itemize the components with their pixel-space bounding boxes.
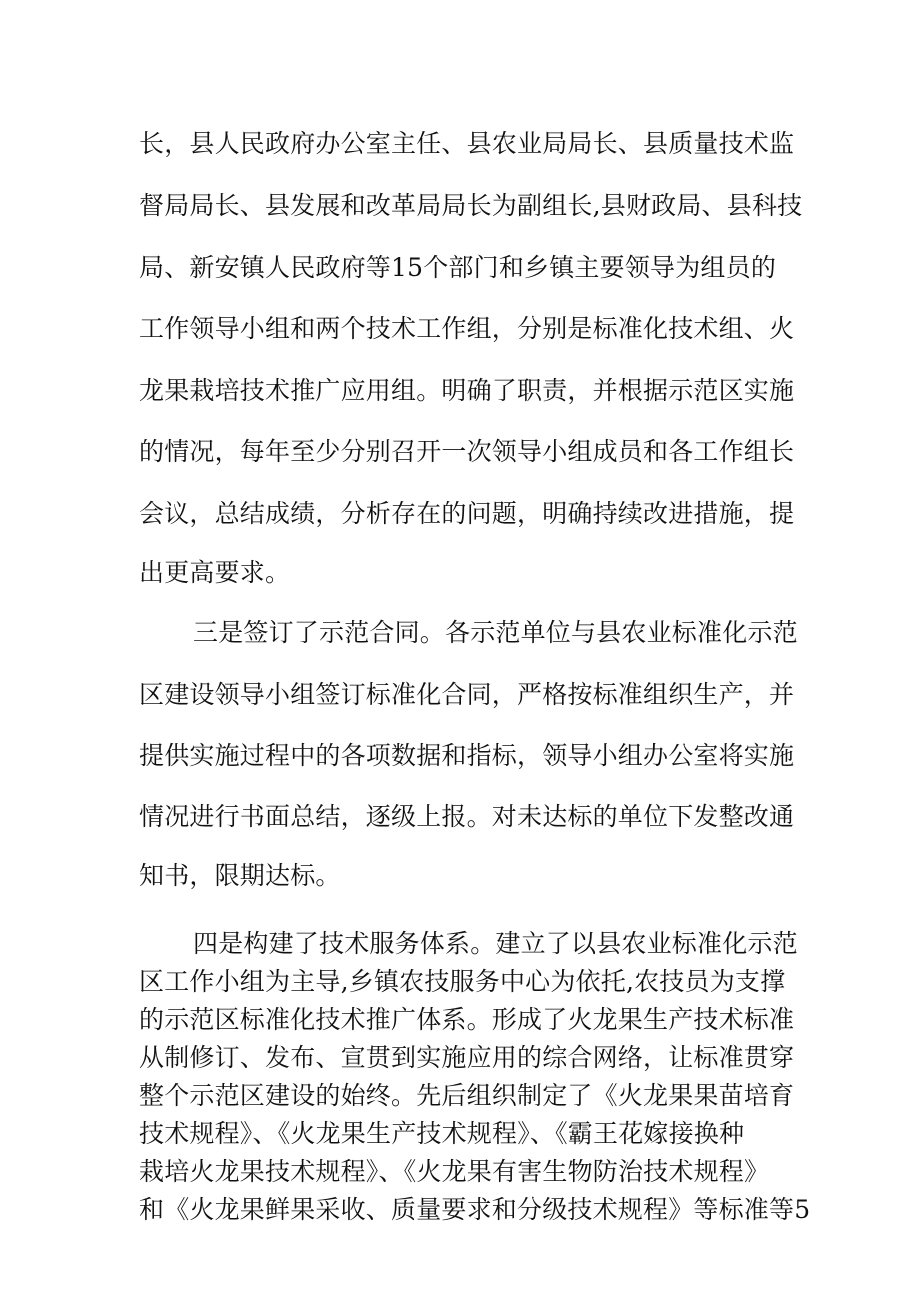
paragraph-1-line-3: 局、新安镇人民政府等15个部门和乡镇主要领导为组员的 <box>139 253 777 282</box>
paragraph-3-line-7: 栽培火龙果技术规程》、《火龙果有害生物防治技术规程》 <box>139 1157 770 1186</box>
paragraph-1-line-8: 出更高要求。 <box>139 558 291 587</box>
paragraph-3-line-2: 区工作小组为主导,乡镇农技服务中心为依托,农技员为支撑 <box>139 967 786 996</box>
paragraph-3-line-8: 和《火龙果鲜果采收、质量要求和分级技术规程》等标准等5 <box>139 1195 811 1224</box>
paragraph-2-line-1: 三是签订了示范合同。各示范单位与县农业标准化示范 <box>193 618 798 647</box>
paragraph-2-line-5: 知书，限期达标。 <box>139 861 341 890</box>
paragraph-1-line-2: 督局局长、县发展和改革局局长为副组长,县财政局、县科技 <box>139 191 803 220</box>
paragraph-1-line-6: 的情况，每年至少分别召开一次领导小组成员和各工作组长 <box>139 437 795 466</box>
paragraph-3-line-4: 从制修订、发布、宣贯到实施应用的综合网络，让标准贯穿 <box>139 1043 795 1072</box>
paragraph-1-line-4: 工作领导小组和两个技术工作组，分别是标准化技术组、火 <box>139 314 795 343</box>
paragraph-3-line-5: 整个示范区建设的始终。先后组织制定了《火龙果果苗培育 <box>139 1081 795 1110</box>
paragraph-3-line-6: 技术规程》、《火龙果生产技术规程》、《霸王花嫁接换种 <box>139 1119 745 1148</box>
paragraph-1-line-5: 龙果栽培技术推广应用组。明确了职责，并根据示范区实施 <box>139 376 795 405</box>
paragraph-1-line-7: 会议，总结成绩，分析存在的问题，明确持续改进措施，提 <box>139 499 795 528</box>
paragraph-1-line-1: 长，县人民政府办公室主任、县农业局局长、县质量技术监 <box>139 129 795 158</box>
paragraph-2-line-4: 情况进行书面总结，逐级上报。对未达标的单位下发整改通 <box>139 802 795 831</box>
paragraph-2-line-3: 提供实施过程中的各项数据和指标，领导小组办公室将实施 <box>139 741 795 770</box>
paragraph-3-line-3: 的示范区标准化技术推广体系。形成了火龙果生产技术标准 <box>139 1005 795 1034</box>
paragraph-3-line-1: 四是构建了技术服务体系。建立了以县农业标准化示范 <box>193 929 798 958</box>
paragraph-2-line-2: 区建设领导小组签订标准化合同，严格按标准组织生产，并 <box>139 680 795 709</box>
